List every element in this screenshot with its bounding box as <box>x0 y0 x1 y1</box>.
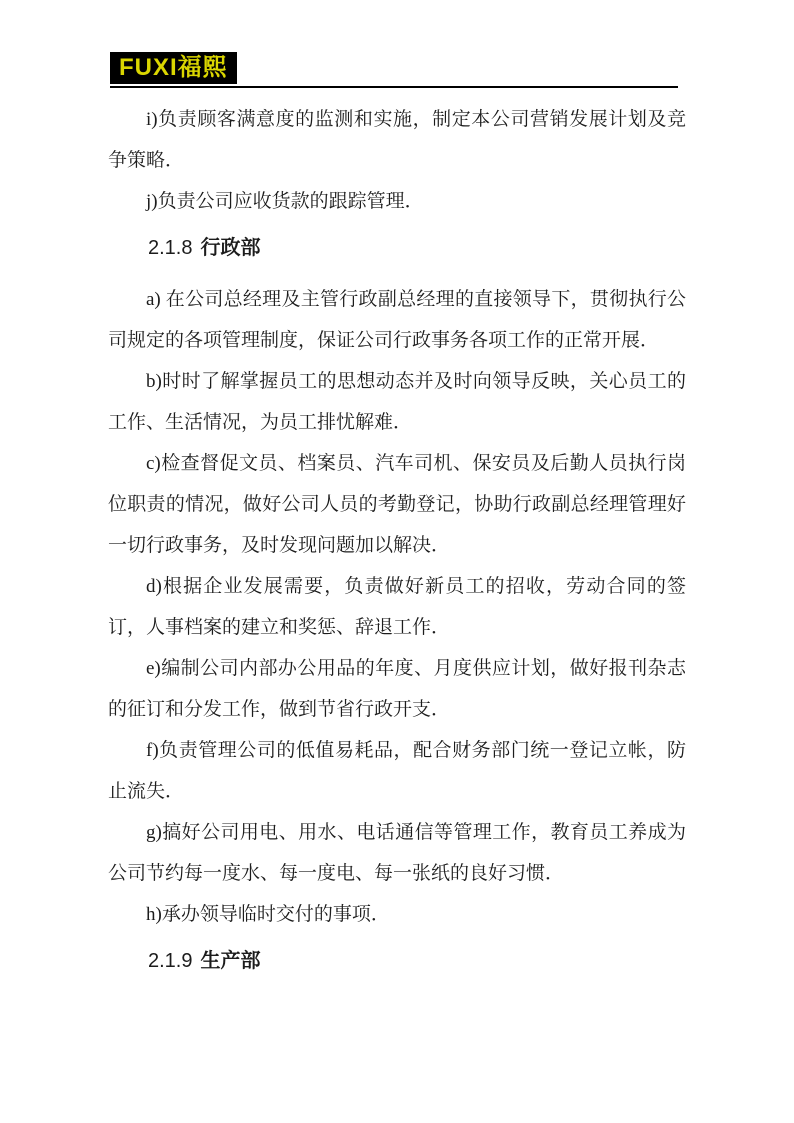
heading-title: 生产部 <box>200 950 261 972</box>
paragraph: d)根据企业发展需要，负责做好新员工的招收，劳动合同的签订，人事档案的建立和奖惩、辞退工作． <box>108 576 686 638</box>
paragraph: f)负责管理公司的低值易耗品，配合财务部门统一登记立帐，防止流失． <box>108 740 686 802</box>
paragraph: b)时时了解掌握员工的思想动态并及时向领导反映，关心员工的工作、生活情况，为员工排忧解难． <box>108 371 686 433</box>
fuxi-logo: FUXI福熙 <box>110 52 237 84</box>
section-heading <box>108 941 686 982</box>
document-content <box>108 99 686 992</box>
paragraph: j)负责公司应收货款的跟踪管理． <box>146 191 424 212</box>
paragraph: g)搞好公司用电、用水、电话通信等管理工作，教育员工养成为公司节约每一度水、每一度电、每一张纸的良好习惯． <box>108 822 686 884</box>
paragraph: e)编制公司内部办公用品的年度、月度供应计划，做好报刊杂志的征订和分发工作，做到节省行政开支． <box>108 658 686 720</box>
paragraph: a) 在公司总经理及主管行政副总经理的直接领导下，贯彻执行公司规定的各项管理制度，保证公司行政事务各项工作的正常开展． <box>108 289 686 351</box>
paragraph: c)检查督促文员、档案员、汽车司机、保安员及后勤人员执行岗位职责的情况，做好公司人员的考勤登记，协助行政副总经理管理好一切行政事务，及时发现问题加以解决． <box>108 453 686 556</box>
paragraph: i)负责顾客满意度的监测和实施，制定本公司营销发展计划及竞争策略． <box>108 109 686 171</box>
paragraph: h)承办领导临时交付的事项． <box>146 904 390 925</box>
header-rule <box>110 86 678 88</box>
heading-number: 2.1.8 <box>148 237 193 259</box>
heading-title: 行政部 <box>200 237 261 259</box>
section-heading <box>108 228 686 269</box>
heading-number: 2.1.9 <box>148 950 193 972</box>
